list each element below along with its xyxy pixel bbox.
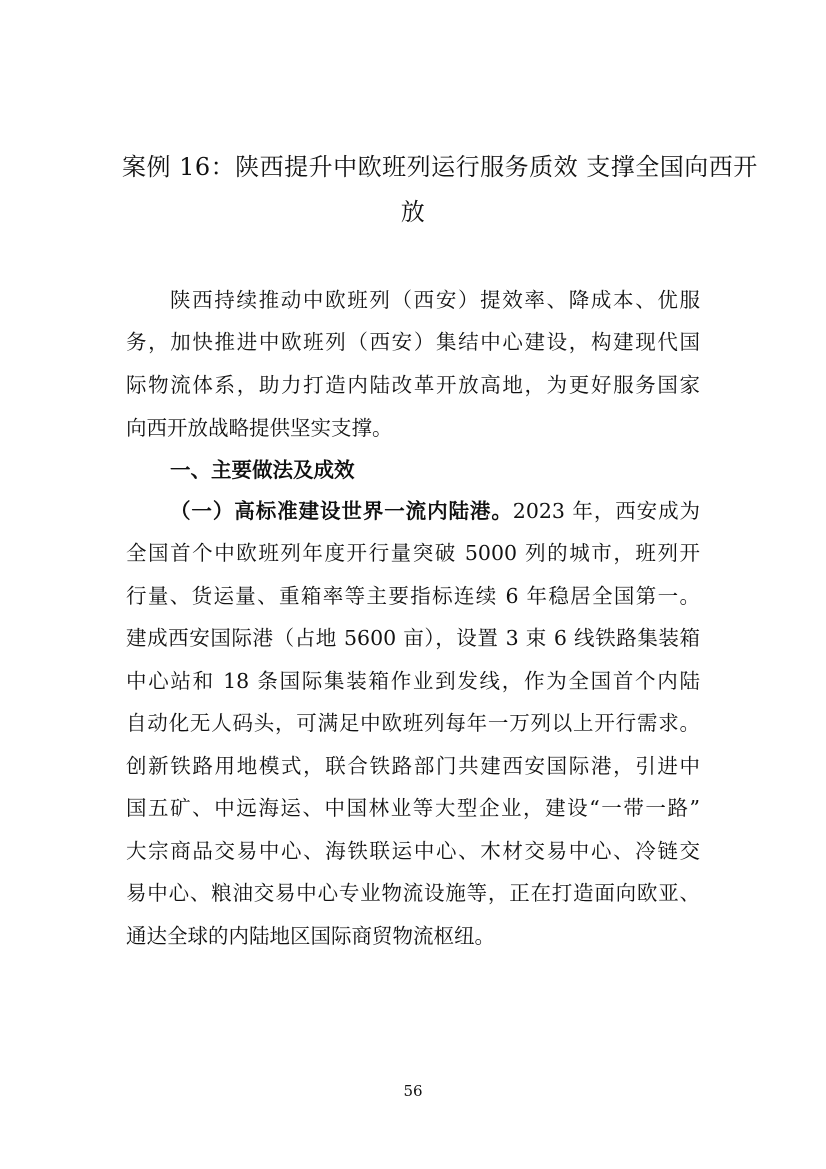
paragraph-line: 全国首个中欧班列年度开行量突破 5000 列的城市，班列开 (126, 541, 700, 565)
section-heading: 一、主要做法及成效 (170, 458, 355, 482)
subsection-first-line (170, 496, 700, 526)
paragraph-line: 易中心、粮油交易中心专业物流设施等，正在打造面向欧亚、 (126, 881, 700, 905)
case-title-line-2: 放 (400, 198, 426, 226)
intro-line: 际物流体系，助力打造内陆改革开放高地，为更好服务国家 (126, 373, 700, 397)
subsection-heading: （一）高标准建设世界一流内陆港。 (170, 499, 513, 523)
paragraph-line: 大宗商品交易中心、海铁联运中心、木材交易中心、冷链交 (126, 839, 700, 863)
intro-line: 务，加快推进中欧班列（西安）集结中心建设，构建现代国 (126, 330, 700, 354)
page-number: 56 (403, 1082, 423, 1100)
paragraph-line: 通达全球的内陆地区国际商贸物流枢纽。 (126, 924, 495, 948)
paragraph-line: 建成西安国际港（占地 5600 亩），设置 3 束 6 线铁路集装箱 (126, 626, 700, 650)
subsection-first-line-text: 2023 年，西安成为 (512, 499, 701, 523)
paragraph-line: 创新铁路用地模式，联合铁路部门共建西安国际港，引进中 (126, 754, 700, 778)
intro-line: 向西开放战略提供坚实支撑。 (126, 416, 393, 440)
paragraph-line: 自动化无人码头，可满足中欧班列每年一万列以上开行需求。 (126, 711, 700, 735)
intro-line: 陕西持续推动中欧班列（西安）提效率、降成本、优服 (170, 288, 700, 312)
case-title-line-1: 案例 16：陕西提升中欧班列运行服务质效 支撑全国向西开 (122, 153, 758, 181)
paragraph-line: 行量、货运量、重箱率等主要指标连续 6 年稳居全国第一。 (126, 584, 700, 608)
paragraph-line: 中心站和 18 条国际集装箱作业到发线，作为全国首个内陆 (126, 669, 700, 693)
paragraph-line: 国五矿、中远海运、中国林业等大型企业，建设“一带一路” (126, 796, 700, 820)
